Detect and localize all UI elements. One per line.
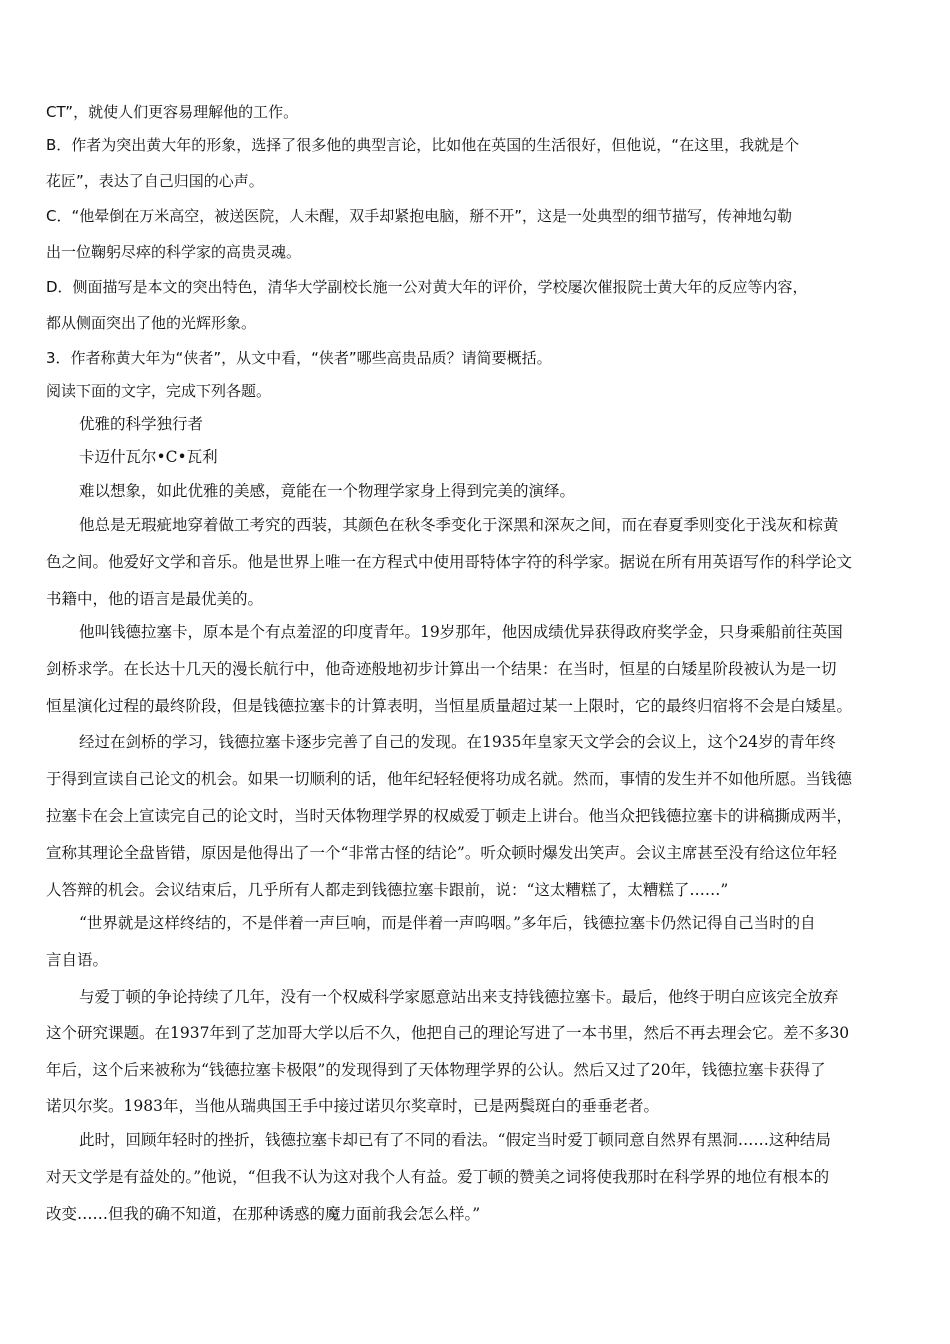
article-title: 优雅的科学独行者: [79, 415, 204, 433]
paragraph-4-line-4: 宣称其理论全盘皆错，原因是他得出了一个“非常古怪的结论”。听众顿时爆发出笑声。会议主席甚至没有给这位年轻: [46, 844, 837, 862]
paragraph-4-line-3: 拉塞卡在会上宣读完自己的论文时，当时天体物理学界的权威爱丁顿走上讲台。他当众把钱德拉塞卡的讲稿撕成两半，: [46, 807, 853, 825]
paragraph-3-line-3: 恒星演化过程的最终阶段，但是钱德拉塞卡的计算表明，当恒星质量超过某一上限时，它的最终归宿将不会是白矮星。: [46, 697, 853, 715]
paragraph-6-line-3: 年后，这个后来被称为“钱德拉塞卡极限”的发现得到了天体物理学界的公认。然后又过了20年，钱德拉塞卡获得了: [46, 1061, 826, 1079]
paragraph-2-line-1: 他总是无瑕疵地穿着做工考究的西装，其颜色在秋冬季变化于深黑和深灰之间，而在春夏季则变化于浅灰和棕黄: [79, 516, 839, 534]
paragraph-7-line-2: 对天文学是有益处的。”他说，“但我不认为这对我个人有益。爱丁顿的赞美之词将使我那时在科学界的地位有根本的: [46, 1168, 830, 1186]
option-d-line-2: 都从侧面突出了他的光辉形象。: [46, 314, 257, 332]
option-c-line-1: C．“他晕倒在万米高空，被送医院，人未醒，双手却紧抱电脑，掰不开”，这是一处典型的细节描写，传神地勾勒: [46, 207, 793, 225]
paragraph-4-line-1: 经过在剑桥的学习，钱德拉塞卡逐步完善了自己的发现。在1935年皇家天文学会的会议上，这个24岁的青年终: [79, 733, 836, 751]
paragraph-2-line-3: 书籍中，他的语言是最优美的。: [46, 590, 264, 608]
option-b-line-2: 花匠”，表达了自己归国的心声。: [46, 172, 264, 190]
paragraph-4-line-5: 人答辩的机会。会议结束后，几乎所有人都走到钱德拉塞卡跟前，说：“这太糟糕了，太糟糕了……”: [46, 881, 729, 899]
paragraph-1: 难以想象，如此优雅的美感，竟能在一个物理学家身上得到完美的演绎。: [79, 482, 576, 500]
paragraph-5-line-2: 言自语。: [46, 951, 109, 969]
paragraph-5-line-1: “世界就是这样终结的，不是伴着一声巨响，而是伴着一声呜咽。”多年后，钱德拉塞卡仍然记得自己当时的自: [79, 914, 816, 932]
paragraph-7-line-1: 此时，回顾年轻时的挫折，钱德拉塞卡却已有了不同的看法。“假定当时爱丁顿同意自然界有黑洞……这种结局: [79, 1131, 831, 1149]
paragraph-6-line-4: 诺贝尔奖。1983年，当他从瑞典国王手中接过诺贝尔奖章时，已是两鬓斑白的垂垂老者。: [46, 1097, 659, 1115]
question-2a-continuation: CT”，就使人们更容易理解他的工作。: [46, 103, 299, 121]
paragraph-6-line-2: 这个研究课题。在1937年到了芝加哥大学以后不久，他把自己的理论写进了一本书里，然后不再去理会它。差不多30: [46, 1024, 850, 1042]
question-3: 3．作者称黄大年为“侠者”，从文中看，“侠者”哪些高贵品质？请简要概括。: [46, 349, 552, 367]
paragraph-3-line-1: 他叫钱德拉塞卡，原本是个有点羞涩的印度青年。19岁那年，他因成绩优异获得政府奖学金，只身乘船前往英国: [79, 623, 843, 641]
reading-instruction: 阅读下面的文字，完成下列各题。: [46, 382, 272, 400]
paragraph-6-line-1: 与爱丁顿的争论持续了几年，没有一个权威科学家愿意站出来支持钱德拉塞卡。最后，他终于明白应该完全放弃: [79, 988, 839, 1006]
paragraph-7-line-3: 改变……但我的确不知道，在那种诱惑的魔力面前我会怎么样。”: [46, 1205, 481, 1223]
paragraph-4-line-2: 于得到宣读自己论文的机会。如果一切顺利的话，他年纪轻轻便将功成名就。然而，事情的发生并不如他所愿。当钱德: [46, 770, 853, 788]
article-author: 卡迈什瓦尔•C•瓦利: [79, 448, 218, 466]
option-d-line-1: D．侧面描写是本文的突出特色，清华大学副校长施一公对黄大年的评价，学校屡次催报院士黄大年的反应等内容，: [46, 278, 808, 296]
option-b-line-1: B．作者为突出黄大年的形象，选择了很多他的典型言论，比如他在英国的生活很好，但他说，“在这里，我就是个: [46, 136, 800, 154]
paragraph-2-line-2: 色之间。他爱好文学和音乐。他是世界上唯一在方程式中使用哥特体字符的科学家。据说在所有用英语写作的科学论文: [46, 553, 853, 571]
option-c-line-2: 出一位鞠躬尽瘁的科学家的高贵灵魂。: [46, 243, 302, 261]
paragraph-3-line-2: 剑桥求学。在长达十几天的漫长航行中，他奇迹般地初步计算出一个结果：在当时，恒星的白矮星阶段被认为是一切: [46, 660, 837, 678]
